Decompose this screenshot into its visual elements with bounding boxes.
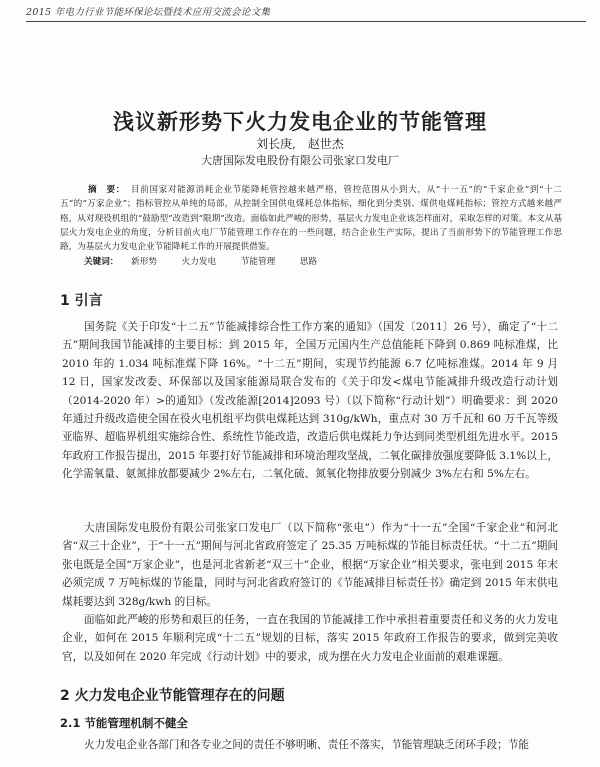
author-affiliation: 大唐国际发电股份有限公司张家口发电厂 <box>201 154 399 167</box>
body-paragraph: 火力发电企业各部门和各专业之间的责任不够明晰、责任不落实，节能管理缺乏闭环手段；节能 <box>84 739 529 751</box>
keyword: 新形势 <box>131 257 157 267</box>
running-header: 2015 年电力行业节能环保论坛暨技术应用交流会论文集 <box>26 4 586 22</box>
section-heading-introduction: 1 引言 <box>60 293 103 309</box>
section-heading-problems: 2 火力发电企业节能管理存在的问题 <box>60 688 285 704</box>
abstract-label: 摘 要： <box>88 185 125 195</box>
author-name: 赵世杰 <box>307 137 344 151</box>
keyword: 火力发电 <box>181 257 217 267</box>
keyword: 节能管理 <box>240 257 276 267</box>
body-paragraph: 国务院《关于印发“十二五”节能减排综合性工作方案的通知》（国发〔2011〕26 号），确定了“十二五”期间我国节能减排的主要目标：到 2015 年，全国万元国内生产总值能耗下降到 0.869 吨标准煤，比 2010 年的 1.034 吨标准煤下降 16%。“十二五”期间，实现节约能源 6.7 亿吨标准煤。2014 年 9 月 12 日，国家发改委、环保部以及国家能源局联合发布的《关于印发<煤电节能减排升级改造行动计划（2014-2020 年）>的通知》（发改能源[2014]2093 号）（以下简称“行动计划”）明确要求：到 2020 年通过升级改造使全国在役火电机组平均供电煤耗达到 310g/kWh，重点对 30 万千瓦和 60 万千瓦等级亚临界、超临界机组实施综合性、系统性节能改造，改造后供电煤耗力争达到同类型机组先进水平。2015 年政府工作报告提出，2015 年要打好节能减排和环境治理攻坚战，二氧化碳排放强度要降低 3.1%以上，化学需氧量、氨氮排放都要减少 2%左右，二氧化硫、氮氧化物排放要分别减少 3%左右和 5%左右。 <box>62 321 558 481</box>
author-name: 刘长庚, <box>256 137 296 151</box>
body-paragraph: 大唐国际发电股份有限公司张家口发电厂（以下简称“张电”）作为“十一五”全国“千家企业”和河北省“双三十企业”，于“十一五”期间与河北省政府签定了 25.35 万吨标煤的节能目标责任状。“十二五”期间张电既是全国“万家企业”，也是河北省新老“双三十”企业，根据“万家企业”相关要求，张电到 2015 年末必须完成 7 万吨标煤的节能量，同时与河北省政府签订的《节能减排目标责任书》确定到 2015 年末供电煤耗要达到 328g/kwh 的目标。 <box>62 522 558 608</box>
keyword: 思路 <box>299 257 318 267</box>
author-list <box>0 135 600 152</box>
keywords <box>84 256 564 269</box>
abstract-text: 目前国家对能源消耗企业节能降耗管控越来越严格，管控范围从小到大，从“十一五”的“千家企业”到“十二五”的“万家企业”；指标管控从单纯的局部，从控制全国供电煤耗总体指标，细化到分类别、煤供电煤耗指标；管控方式越来越严格，从对现役机组的“鼓励型”改造到“限期”改造。面临如此严峻的形势，基层火力发电企业该怎样面对，采取怎样的对策。本文从基层火力发电企业的角度，分析目前火电厂节能管理工作存在的一些问题，结合企业生产实际，提出了当前形势下的节能管理工作思路，为基层火力发电企业节能降耗工作的开展提供借鉴。 <box>60 185 562 253</box>
paper-title: 浅议新形势下火力发电企业的节能管理 <box>113 110 487 135</box>
body-paragraph: 面临如此严峻的形势和艰巨的任务，一直在我国的节能减排工作中承担着重要责任和义务的火力发电企业，如何在 2015 年顺利完成“十二五”规划的目标，落实 2015 年政府工作报告的要求，做到完美收官，以及如何在 2020 年完成《行动计划》中的要求，成为摆在火力发电企业面前的艰难课题。 <box>62 614 558 663</box>
keywords-label: 关键词： <box>84 257 119 267</box>
abstract <box>60 183 562 254</box>
subsection-heading: 2.1 节能管理机制不健全 <box>60 716 188 730</box>
